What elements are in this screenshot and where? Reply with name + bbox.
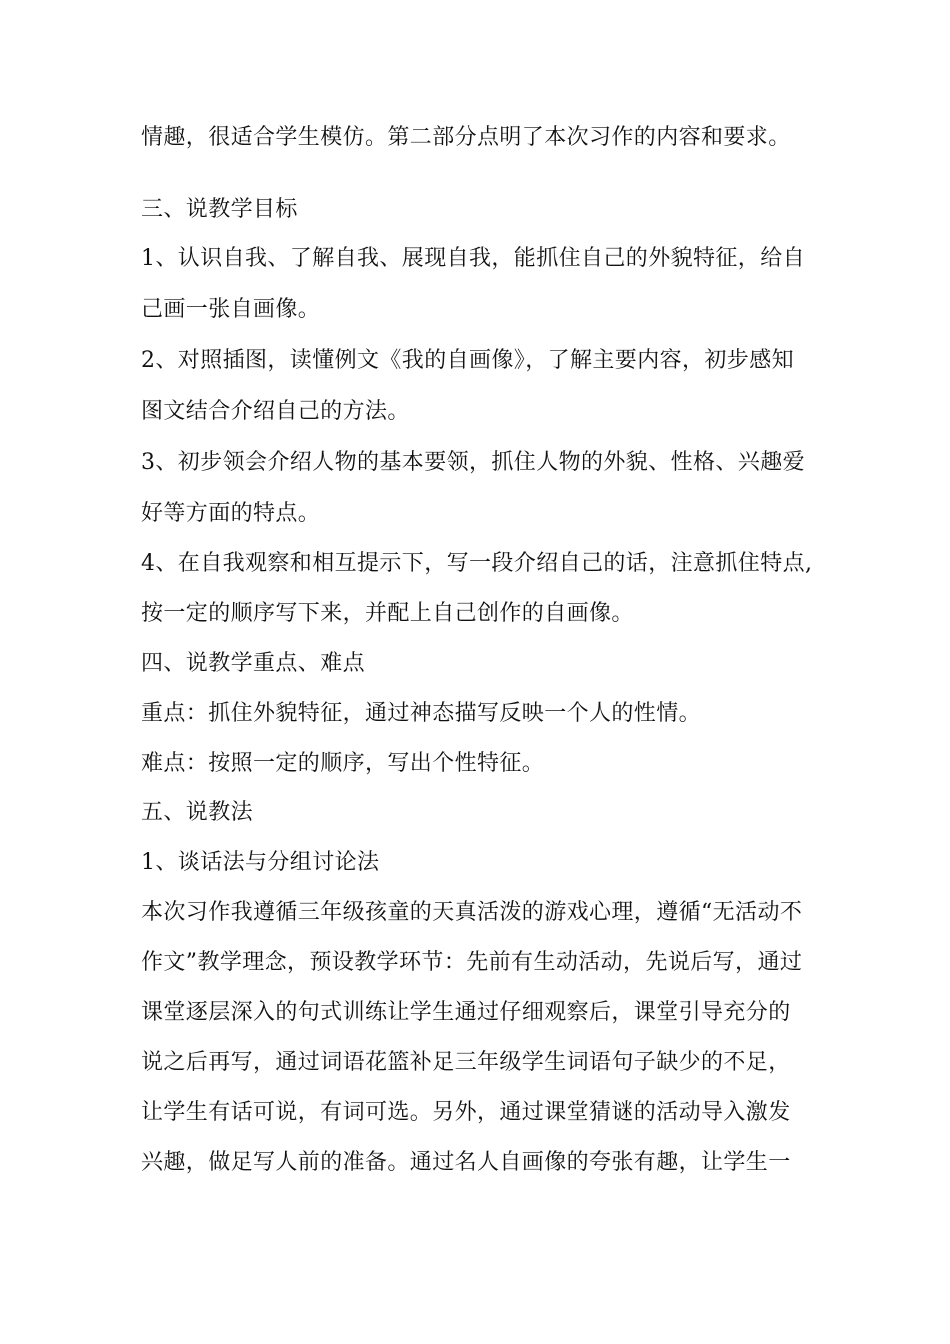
text-line: 己画一张自画像。 xyxy=(141,297,321,322)
section-heading: 三、说教学目标 xyxy=(141,197,298,222)
text-line: 2、对照插图，读懂例文《我的自画像》，了解主要内容，初步感知 xyxy=(141,348,794,373)
text-line: 4、在自我观察和相互提示下，写一段介绍自己的话，注意抓住特点, xyxy=(141,551,813,576)
text-line: 说之后再写，通过词语花篮补足三年级学生词语句子缺少的不足， xyxy=(141,1050,791,1075)
text-line: 本次习作我遵循三年级孩童的天真活泼的游戏心理，遵循“无活动不 xyxy=(141,900,803,925)
section-heading: 五、说教法 xyxy=(141,800,254,825)
text-line: 按一定的顺序写下来，并配上自己创作的自画像。 xyxy=(141,601,634,626)
text-line: 难点：按照一定的顺序，写出个性特征。 xyxy=(141,751,545,776)
text-line: 兴趣，做足写人前的准备。通过名人自画像的夸张有趣，让学生一 xyxy=(141,1150,791,1175)
text-line: 课堂逐层深入的句式训练让学生通过仔细观察后，课堂引导充分的 xyxy=(141,1000,791,1025)
text-line: 作文”教学理念，预设教学环节：先前有生动活动，先说后写，通过 xyxy=(141,950,803,975)
text-line: 图文结合介绍自己的方法。 xyxy=(141,399,410,424)
text-line: 好等方面的特点。 xyxy=(141,501,321,526)
text-line: 重点：抓住外貌特征，通过神态描写反映一个人的性情。 xyxy=(141,701,702,726)
subheading: 1、谈话法与分组讨论法 xyxy=(141,850,380,875)
text-line: 让学生有话可说，有词可选。另外，通过课堂猜谜的活动导入激发 xyxy=(141,1100,791,1125)
text-line: 情趣，很适合学生模仿。第二部分点明了本次习作的内容和要求。 xyxy=(141,125,791,150)
section-heading: 四、说教学重点、难点 xyxy=(141,651,366,676)
text-line: 1、认识自我、了解自我、展现自我，能抓住自己的外貌特征，给自 xyxy=(141,246,805,271)
text-line: 3、初步领会介绍人物的基本要领，抓住人物的外貌、性格、兴趣爱 xyxy=(141,450,805,475)
